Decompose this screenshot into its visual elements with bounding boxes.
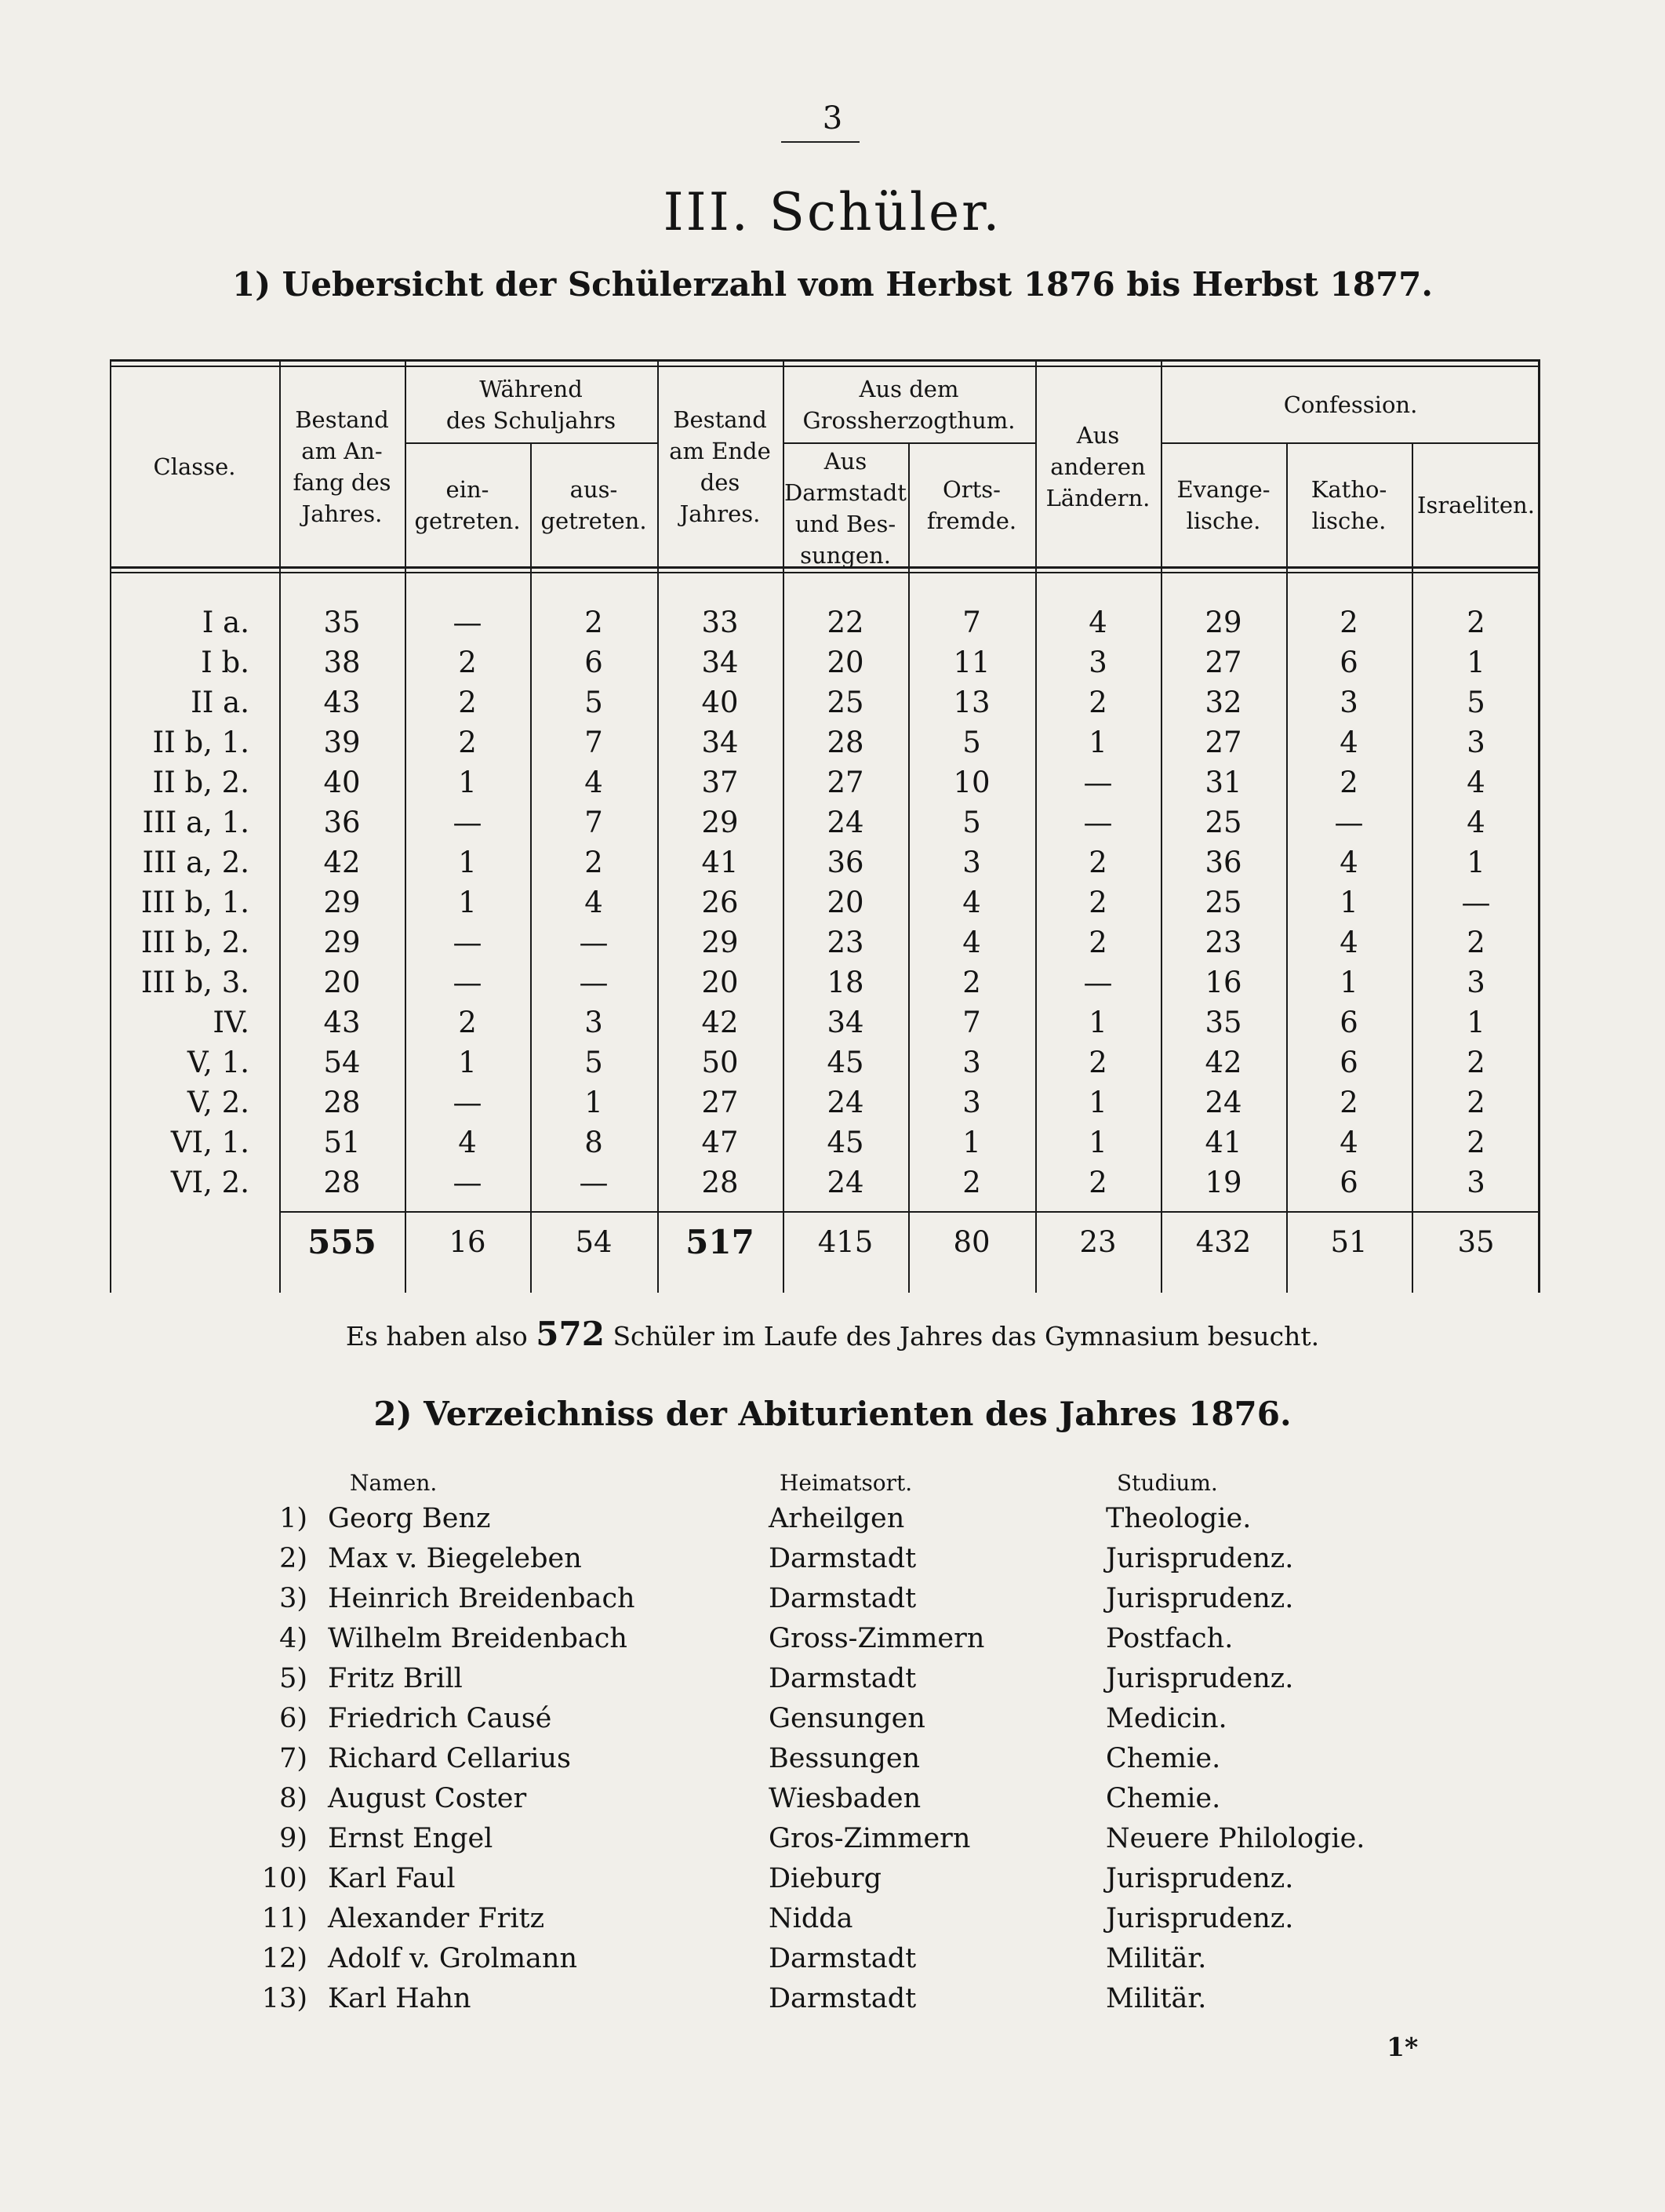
graduate-name: Alexander Fritz (328, 1903, 545, 1934)
row-classe: II b, 1. (152, 726, 249, 759)
row-darmstadt: 45 (827, 1126, 864, 1159)
graduate-row (0, 1703, 1665, 1743)
row-classe: III b, 2. (140, 926, 249, 959)
row-evangelische: 27 (1205, 726, 1242, 759)
graduate-study: Theologie. (1106, 1503, 1252, 1534)
total-evangelische: 432 (1195, 1225, 1252, 1259)
graduate-row (0, 1783, 1665, 1823)
graduate-study: Postfach. (1106, 1623, 1234, 1654)
row-evangelische: 27 (1205, 646, 1242, 679)
graduate-place: Nidda (769, 1903, 853, 1934)
row-anfang: 40 (323, 766, 361, 799)
row-ende: 26 (701, 886, 739, 919)
row-israeliten: 2 (1467, 926, 1485, 959)
summary-after: Schüler im Laufe des Jahres das Gymnasium besucht. (613, 1321, 1320, 1352)
graduate-place: Darmstadt (769, 1663, 917, 1694)
row-ausgetreten: 2 (584, 846, 603, 879)
section-title: III. Schüler. (663, 182, 1002, 242)
graduate-name: Fritz Brill (328, 1663, 463, 1694)
header-eingetreten: ein- getreten. (414, 476, 521, 534)
row-ortsfremde: 7 (962, 606, 981, 639)
row-katholische: 4 (1340, 846, 1358, 879)
row-eingetreten: — (453, 606, 482, 639)
totals-rule (281, 1211, 1540, 1213)
total-andere: 23 (1079, 1225, 1117, 1259)
row-ausgetreten: — (579, 1166, 609, 1199)
row-andere: 4 (1089, 606, 1107, 639)
row-andere: — (1083, 966, 1113, 999)
graduate-study: Jurisprudenz. (1106, 1583, 1294, 1614)
row-israeliten: 5 (1467, 686, 1485, 719)
graduate-row (0, 1863, 1665, 1903)
header-israeliten: Israeliten. (1417, 492, 1535, 518)
row-eingetreten: 1 (458, 766, 477, 799)
table-heading: 1) Uebersicht der Schülerzahl vom Herbst 1876 bis Herbst 1877. (231, 265, 1434, 304)
row-evangelische: 25 (1205, 886, 1242, 919)
row-eingetreten: 1 (458, 846, 477, 879)
row-andere: — (1083, 806, 1113, 839)
header-bestand-ende: Bestand am Ende des Jahres. (669, 406, 771, 527)
row-katholische: 6 (1340, 1166, 1358, 1199)
graduate-index: 13) (261, 1983, 307, 2014)
graduate-index: 5) (279, 1663, 307, 1694)
graduate-study: Medicin. (1106, 1703, 1227, 1734)
row-israeliten: 2 (1467, 1046, 1485, 1079)
row-classe: IV. (213, 1006, 249, 1039)
row-andere: 2 (1089, 1166, 1107, 1199)
graduate-row (0, 1823, 1665, 1863)
row-andere: 1 (1089, 1006, 1107, 1039)
row-ortsfremde: 4 (962, 886, 981, 919)
graduate-place: Gensungen (769, 1703, 925, 1734)
row-andere: 2 (1089, 846, 1107, 879)
graduate-place: Gross-Zimmern (769, 1623, 985, 1654)
total-eingetreten: 16 (449, 1225, 486, 1259)
row-katholische: 2 (1340, 606, 1358, 639)
row-ortsfremde: 13 (953, 686, 991, 719)
row-darmstadt: 23 (827, 926, 864, 959)
row-ausgetreten: 5 (584, 1046, 603, 1079)
row-ende: 27 (701, 1086, 739, 1119)
graduate-index: 4) (279, 1623, 307, 1654)
graduate-study: Neuere Philologie. (1106, 1823, 1365, 1854)
row-anfang: 28 (323, 1086, 361, 1119)
graduate-study: Militär. (1106, 1983, 1207, 2014)
graduate-index: 1) (279, 1503, 307, 1534)
page-number: 3 (822, 100, 843, 136)
row-andere: 1 (1089, 1126, 1107, 1159)
row-israeliten: 1 (1467, 846, 1485, 879)
row-katholische: 4 (1340, 1126, 1358, 1159)
row-eingetreten: 2 (458, 1006, 477, 1039)
graduate-name: Georg Benz (328, 1503, 491, 1534)
row-evangelische: 31 (1205, 766, 1242, 799)
graduate-name: August Coster (328, 1783, 527, 1814)
row-eingetreten: — (453, 966, 482, 999)
row-andere: 2 (1089, 686, 1107, 719)
row-anfang: 29 (323, 886, 361, 919)
row-classe: I a. (202, 606, 249, 639)
row-classe: III b, 3. (140, 966, 249, 999)
graduate-place: Wiesbaden (769, 1783, 922, 1814)
row-darmstadt: 34 (827, 1006, 864, 1039)
row-evangelische: 32 (1205, 686, 1242, 719)
row-anfang: 42 (323, 846, 361, 879)
row-darmstadt: 20 (827, 646, 864, 679)
total-ortsfremde: 80 (953, 1225, 991, 1259)
graduate-study: Jurisprudenz. (1106, 1543, 1294, 1574)
row-darmstadt: 36 (827, 846, 864, 879)
graduate-index: 12) (261, 1943, 307, 1974)
row-eingetreten: 1 (458, 1046, 477, 1079)
graduate-index: 11) (261, 1903, 307, 1934)
graduate-name: Friedrich Causé (328, 1703, 552, 1734)
row-ende: 34 (701, 646, 739, 679)
graduate-study: Jurisprudenz. (1106, 1663, 1294, 1694)
row-ortsfremde: 2 (962, 1166, 981, 1199)
graduates-header-study: Studium. (1117, 1470, 1218, 1496)
row-anfang: 38 (323, 646, 361, 679)
row-katholische: 1 (1340, 966, 1358, 999)
row-israeliten: 3 (1467, 1166, 1485, 1199)
pupil-statistics-table (110, 359, 1540, 1293)
header-ortsfremde: Orts- fremde. (926, 476, 1017, 534)
row-anfang: 35 (323, 606, 361, 639)
graduate-row (0, 1663, 1665, 1703)
row-andere: — (1083, 766, 1113, 799)
row-katholische: 6 (1340, 1006, 1358, 1039)
row-ende: 29 (701, 926, 739, 959)
row-ortsfremde: 3 (962, 846, 981, 879)
row-ortsfremde: 5 (962, 726, 981, 759)
row-katholische: — (1334, 806, 1364, 839)
row-ortsfremde: 11 (953, 646, 991, 679)
row-eingetreten: 2 (458, 686, 477, 719)
header-ausgetreten: aus- getreten. (540, 476, 647, 534)
header-darmstadt: Aus Darmstadt und Bes- sungen. (784, 448, 907, 569)
graduate-place: Dieburg (769, 1863, 882, 1894)
row-evangelische: 24 (1205, 1086, 1242, 1119)
row-anfang: 54 (323, 1046, 361, 1079)
signature-mark: 1* (1387, 2032, 1419, 2062)
row-ausgetreten: 6 (584, 646, 603, 679)
graduate-index: 10) (261, 1863, 307, 1894)
header-waehrend: Während des Schuljahrs (445, 376, 616, 434)
row-ende: 20 (701, 966, 739, 999)
graduate-index: 8) (279, 1783, 307, 1814)
row-andere: 2 (1089, 926, 1107, 959)
row-evangelische: 29 (1205, 606, 1242, 639)
summary-sentence (0, 1315, 1665, 1353)
row-ortsfremde: 7 (962, 1006, 981, 1039)
row-darmstadt: 24 (827, 1166, 864, 1199)
header-classe: Classe. (153, 453, 236, 480)
graduate-index: 3) (279, 1583, 307, 1614)
graduate-name: Adolf v. Grolmann (328, 1943, 577, 1974)
row-darmstadt: 25 (827, 686, 864, 719)
graduate-index: 6) (279, 1703, 307, 1734)
graduate-place: Arheilgen (769, 1503, 905, 1534)
row-anfang: 51 (323, 1126, 361, 1159)
graduate-index: 9) (279, 1823, 307, 1854)
row-israeliten: 4 (1467, 806, 1485, 839)
row-katholische: 2 (1340, 766, 1358, 799)
row-ausgetreten: 8 (584, 1126, 603, 1159)
row-israeliten: 2 (1467, 1126, 1485, 1159)
row-ende: 50 (701, 1046, 739, 1079)
total-ende: 517 (685, 1223, 754, 1261)
row-anfang: 29 (323, 926, 361, 959)
row-israeliten: 1 (1467, 1006, 1485, 1039)
row-eingetreten: — (453, 926, 482, 959)
row-ausgetreten: 1 (584, 1086, 603, 1119)
row-classe: I b. (201, 646, 249, 679)
row-andere: 2 (1089, 886, 1107, 919)
row-ende: 47 (701, 1126, 739, 1159)
row-anfang: 20 (323, 966, 361, 999)
graduates-header-name: Namen. (350, 1470, 438, 1496)
graduate-row (0, 1943, 1665, 1983)
row-darmstadt: 24 (827, 806, 864, 839)
header-bestand-anfang: Bestand am An- fang des Jahres. (293, 406, 391, 527)
total-israeliten: 35 (1457, 1225, 1495, 1259)
graduate-row (0, 1903, 1665, 1943)
graduate-index: 2) (279, 1543, 307, 1574)
graduate-place: Gros-Zimmern (769, 1823, 971, 1854)
row-classe: V, 1. (187, 1046, 249, 1079)
row-classe: III a, 1. (142, 806, 249, 839)
row-anfang: 28 (323, 1166, 361, 1199)
row-classe: III b, 1. (140, 886, 249, 919)
graduate-name: Max v. Biegeleben (328, 1543, 582, 1574)
row-ausgetreten: 4 (584, 886, 603, 919)
row-ortsfremde: 10 (953, 766, 991, 799)
row-ende: 40 (701, 686, 739, 719)
row-eingetreten: 2 (458, 726, 477, 759)
header-evangelische: Evange- lische. (1176, 476, 1271, 534)
row-classe: VI, 2. (170, 1166, 249, 1199)
row-israeliten: 3 (1467, 966, 1485, 999)
graduate-place: Darmstadt (769, 1943, 917, 1974)
row-ausgetreten: 7 (584, 726, 603, 759)
row-ende: 41 (701, 846, 739, 879)
row-evangelische: 23 (1205, 926, 1242, 959)
summary-before: Es haben also (345, 1321, 528, 1352)
header-confession: Confession. (1283, 391, 1418, 418)
header-katholische: Katho- lische. (1311, 476, 1387, 534)
graduate-row (0, 1583, 1665, 1623)
row-israeliten: 3 (1467, 726, 1485, 759)
total-katholische: 51 (1330, 1225, 1368, 1259)
graduate-name: Karl Faul (328, 1863, 456, 1894)
row-darmstadt: 45 (827, 1046, 864, 1079)
row-ende: 42 (701, 1006, 739, 1039)
row-ende: 37 (701, 766, 739, 799)
graduate-row (0, 1623, 1665, 1663)
row-ausgetreten: 4 (584, 766, 603, 799)
graduate-study: Chemie. (1106, 1783, 1221, 1814)
row-evangelische: 35 (1205, 1006, 1242, 1039)
row-classe: II a. (191, 686, 249, 719)
row-ausgetreten: 7 (584, 806, 603, 839)
row-evangelische: 16 (1205, 966, 1242, 999)
row-evangelische: 41 (1205, 1126, 1242, 1159)
row-eingetreten: 1 (458, 886, 477, 919)
graduate-study: Jurisprudenz. (1106, 1903, 1294, 1934)
graduate-row (0, 1503, 1665, 1543)
row-anfang: 36 (323, 806, 361, 839)
header-grossherzogthum: Aus dem Grossherzogthum. (802, 376, 1016, 434)
summary-count: 572 (536, 1315, 605, 1353)
row-ende: 28 (701, 1166, 739, 1199)
row-katholische: 4 (1340, 726, 1358, 759)
graduate-place: Darmstadt (769, 1543, 917, 1574)
header-andere-laender: Aus anderen Ländern. (1045, 422, 1151, 511)
row-katholische: 3 (1340, 686, 1358, 719)
graduate-place: Bessungen (769, 1743, 921, 1774)
total-darmstadt: 415 (817, 1225, 874, 1259)
row-eingetreten: 2 (458, 646, 477, 679)
row-darmstadt: 22 (827, 606, 864, 639)
row-evangelische: 19 (1205, 1166, 1242, 1199)
row-andere: 3 (1089, 646, 1107, 679)
row-katholische: 1 (1340, 886, 1358, 919)
row-katholische: 6 (1340, 646, 1358, 679)
row-ortsfremde: 5 (962, 806, 981, 839)
row-ortsfremde: 2 (962, 966, 981, 999)
graduate-study: Militär. (1106, 1943, 1207, 1974)
row-darmstadt: 18 (827, 966, 864, 999)
graduate-row (0, 1983, 1665, 2023)
row-katholische: 4 (1340, 926, 1358, 959)
row-andere: 2 (1089, 1046, 1107, 1079)
row-evangelische: 42 (1205, 1046, 1242, 1079)
row-ende: 29 (701, 806, 739, 839)
total-ausgetreten: 54 (575, 1225, 613, 1259)
row-classe: II b, 2. (152, 766, 249, 799)
row-katholische: 6 (1340, 1046, 1358, 1079)
row-anfang: 43 (323, 686, 361, 719)
graduate-row (0, 1543, 1665, 1583)
page-number-rule (781, 141, 860, 143)
row-israeliten: 2 (1467, 1086, 1485, 1119)
graduate-index: 7) (279, 1743, 307, 1774)
row-katholische: 2 (1340, 1086, 1358, 1119)
row-ortsfremde: 4 (962, 926, 981, 959)
row-anfang: 43 (323, 1006, 361, 1039)
row-eingetreten: — (453, 1086, 482, 1119)
row-classe: VI, 1. (170, 1126, 249, 1159)
graduate-row (0, 1743, 1665, 1783)
graduate-name: Heinrich Breidenbach (328, 1583, 635, 1614)
row-ausgetreten: 5 (584, 686, 603, 719)
row-evangelische: 36 (1205, 846, 1242, 879)
row-israeliten: 1 (1467, 646, 1485, 679)
graduate-name: Ernst Engel (328, 1823, 493, 1854)
row-ausgetreten: — (579, 966, 609, 999)
row-israeliten: 2 (1467, 606, 1485, 639)
row-evangelische: 25 (1205, 806, 1242, 839)
row-ortsfremde: 3 (962, 1086, 981, 1119)
graduate-study: Chemie. (1106, 1743, 1221, 1774)
row-ortsfremde: 3 (962, 1046, 981, 1079)
row-darmstadt: 20 (827, 886, 864, 919)
row-andere: 1 (1089, 726, 1107, 759)
row-ausgetreten: 3 (584, 1006, 603, 1039)
row-darmstadt: 24 (827, 1086, 864, 1119)
graduate-place: Darmstadt (769, 1583, 917, 1614)
row-eingetreten: 4 (458, 1126, 477, 1159)
row-anfang: 39 (323, 726, 361, 759)
row-eingetreten: — (453, 806, 482, 839)
row-israeliten: 4 (1467, 766, 1485, 799)
graduate-name: Wilhelm Breidenbach (328, 1623, 627, 1654)
graduate-name: Richard Cellarius (328, 1743, 571, 1774)
table-top-rule (110, 359, 1540, 362)
row-ende: 34 (701, 726, 739, 759)
row-darmstadt: 28 (827, 726, 864, 759)
row-classe: V, 2. (187, 1086, 249, 1119)
row-israeliten: — (1461, 886, 1491, 919)
row-ende: 33 (701, 606, 739, 639)
row-ausgetreten: 2 (584, 606, 603, 639)
row-eingetreten: — (453, 1166, 482, 1199)
row-darmstadt: 27 (827, 766, 864, 799)
row-ortsfremde: 1 (962, 1126, 981, 1159)
graduates-header-place: Heimatsort. (780, 1470, 913, 1496)
graduates-heading: 2) Verzeichniss der Abiturienten des Jahres 1876. (373, 1395, 1292, 1433)
graduate-place: Darmstadt (769, 1983, 917, 2014)
graduate-name: Karl Hahn (328, 1983, 471, 2014)
row-andere: 1 (1089, 1086, 1107, 1119)
row-ausgetreten: — (579, 926, 609, 959)
total-anfang: 555 (307, 1223, 376, 1261)
row-classe: III a, 2. (142, 846, 249, 879)
graduate-study: Jurisprudenz. (1106, 1863, 1294, 1894)
